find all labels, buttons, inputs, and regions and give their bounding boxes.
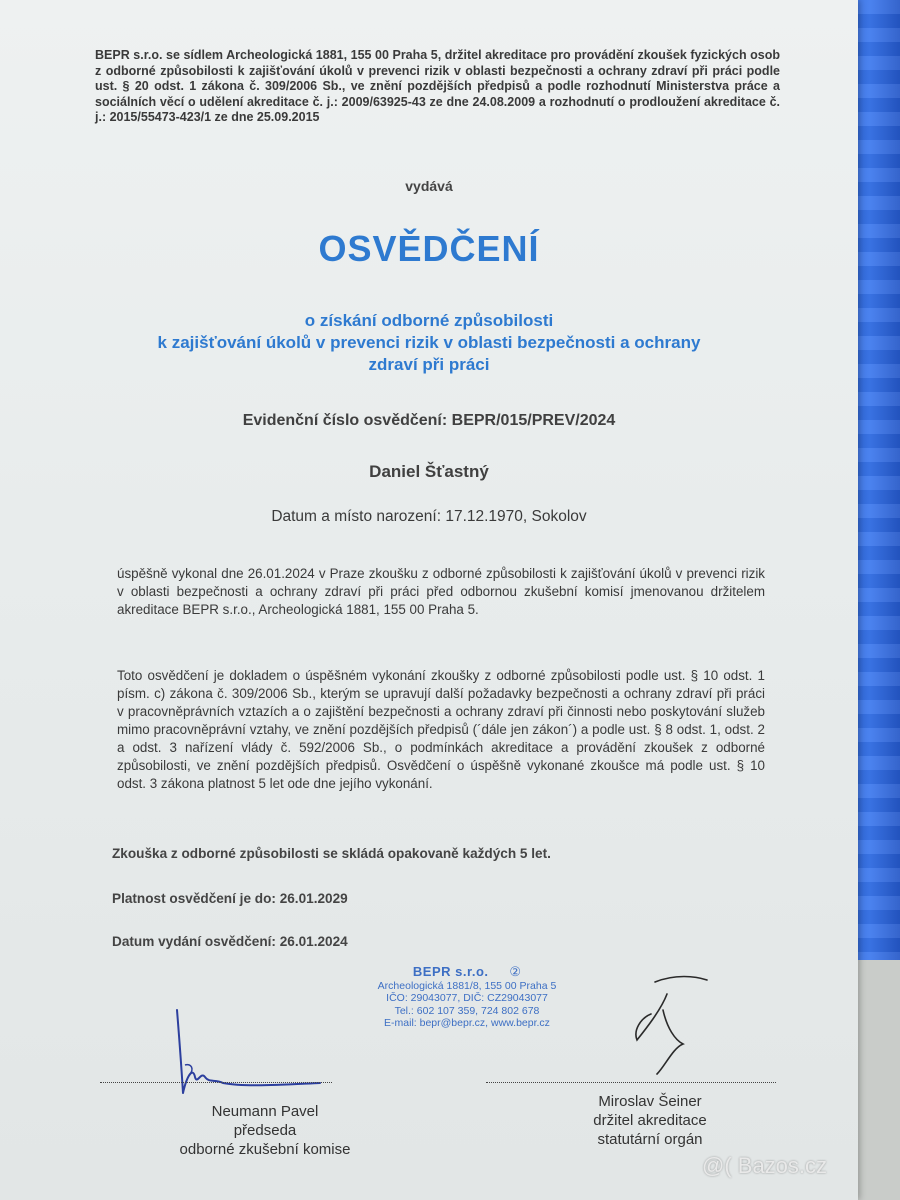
- certificate-subtitle: [0, 310, 858, 376]
- signature-line-right: [486, 1082, 776, 1083]
- certificate-title: OSVĚDČENÍ: [318, 228, 540, 269]
- subtitle-line-3: zdraví při práci: [368, 355, 490, 374]
- signer-left-name: Neumann Pavel: [211, 1103, 319, 1120]
- signer-left: [150, 1102, 380, 1159]
- company-stamp: [362, 966, 572, 1030]
- stamp-number-mark: ②: [509, 964, 522, 979]
- signer-right-name: Miroslav Šeiner: [598, 1093, 702, 1110]
- stamp-company-name: BEPR s.r.o.: [412, 964, 489, 979]
- signer-left-role-2: odborné zkušební komise: [179, 1141, 351, 1158]
- signer-left-role-1: předseda: [233, 1122, 297, 1139]
- signature-left: [165, 1005, 325, 1100]
- signer-right: [560, 1092, 740, 1149]
- exam-paragraph: úspěšně vykonal dne 26.01.2024 v Praze zkoušku z odborné způsobilosti k zajišťování úkolů v prevenci rizik v oblasti bezpečnosti a ochrany zdraví při práci před odbornou zkušební komisí jmenovanou držitelem akreditace BEPR s.r.o., Archeologická 1881, 155 00 Praha 5.: [117, 566, 765, 617]
- signer-right-role-1: držitel akreditace: [593, 1112, 707, 1129]
- issue-date: Datum vydání osvědčení: 26.01.2024: [112, 934, 348, 949]
- issues-label: vydává: [405, 178, 453, 194]
- repeat-note: Zkouška z odborné způsobilosti se skládá opakovaně každých 5 let.: [112, 846, 551, 861]
- birth-info: Datum a místo narození: 17.12.1970, Sokolov: [271, 508, 587, 525]
- signature-line-left: [100, 1082, 332, 1083]
- subtitle-line-2: k zajišťování úkolů v prevenci rizik v oblasti bezpečnosti a ochrany: [157, 333, 701, 352]
- signature-right: [615, 970, 725, 1080]
- stamp-phone: Tel.: 602 107 359, 724 802 678: [394, 1004, 540, 1017]
- site-watermark: @( Bazos.cz: [702, 1153, 828, 1178]
- evidence-number: Evidenční číslo osvědčení: BEPR/015/PREV/2024: [242, 412, 616, 429]
- stamp-address: Archeologická 1881/8, 155 00 Praha 5: [377, 979, 557, 992]
- stamp-ids: IČO: 29043077, DIČ: CZ29043077: [386, 992, 548, 1004]
- subtitle-line-1: o získání odborné způsobilosti: [304, 311, 554, 330]
- legal-paragraph: Toto osvědčení je dokladem o úspěšném vykonání zkoušky z odborné způsobilosti podle ust. § 10 odst. 1 písm. c) zákona č. 309/2006 Sb., kterým se upravují další požadavky bezpečnosti a ochrany zdraví při práci v pracovněprávních vztazích a o zajištění bezpečnosti a ochrany zdraví při činnosti nebo poskytování služeb mimo pracovněprávní vztahy, ve znění pozdějších předpisů (´dále jen zákon´) a podle ust. § 8 odst. 1, odst. 2 a odst. 3 nařízení vlády č. 592/2006 Sb., o podmínkách akreditace a provádění zkoušek z odborné způsobilosti, ve znění pozdějších předpisů. Osvědčení o úspěšně vykonané zkoušce má podle ust. § 10 odst. 3 zákona platnost 5 let ode dne jejího vykonání.: [117, 668, 765, 791]
- validity-date: Platnost osvědčení je do: 26.01.2029: [112, 891, 348, 906]
- holder-name: Daniel Šťastný: [369, 462, 489, 481]
- signer-right-role-2: statutární orgán: [597, 1131, 703, 1148]
- accreditation-header: BEPR s.r.o. se sídlem Archeologická 1881, 155 00 Praha 5, držitel akreditace pro provádění zkoušek fyzických osob z odborné způsobilosti k zajišťování úkolů v prevenci rizik v oblasti bezpečnosti a ochrany zdraví při práci podle ust. § 20 odst. 1 zákona č. 309/2006 Sb., ve znění pozdějších předpisů a podle rozhodnutí Ministerstva práce a sociálních věcí o udělení akreditace č. j.: 2009/63925-43 ze dne 24.08.2009 a rozhodnutí o prodloužení akreditace č. j.: 2015/55473-423/1 ze dne 25.09.2015: [95, 48, 780, 124]
- stamp-email: E-mail: bepr@bepr.cz, www.bepr.cz: [384, 1017, 550, 1029]
